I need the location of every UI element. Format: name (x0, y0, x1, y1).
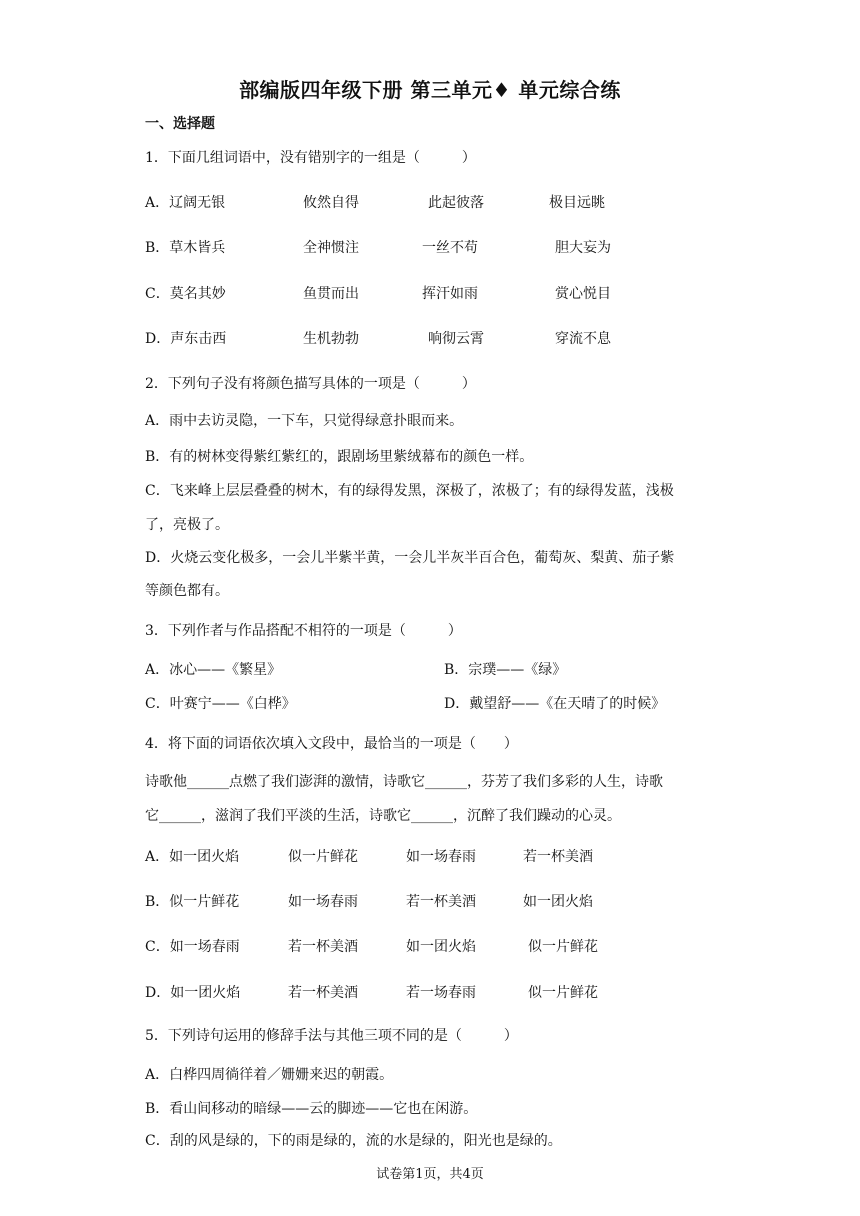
question-5-option-a: A．白桦四周徜徉着／姗姗来迟的朝霞。 (145, 1067, 394, 1083)
question-2-stem: 2．下列句子没有将颜色描写具体的一项是（ ） (145, 376, 476, 392)
question-3-option-c: C．叶赛宁——《白桦》 (145, 696, 296, 712)
question-1-option-row-4-item-3: 响彻云霄 (428, 331, 484, 347)
question-1-option-row-1-item-2: 攸然自得 (303, 195, 359, 211)
question-1-option-row-1-item-4: 极目远眺 (549, 195, 605, 211)
question-4-option-row-1-item-1: A．如一团火焰 (145, 849, 240, 865)
question-1-option-row-4-item-4: 穿流不息 (555, 331, 611, 347)
question-4-passage-line-2: 它______，滋润了我们平淡的生活，诗歌它______，沉醉了我们躁动的心灵。 (145, 808, 621, 824)
question-2-option-c: C．飞来峰上层层叠叠的树木，有的绿得发黑，深极了，浓极了；有的绿得发蓝，浅极 (145, 483, 674, 499)
question-3-option-d: D．戴望舒——《在天晴了的时候》 (444, 696, 666, 712)
question-5-stem: 5．下列诗句运用的修辞手法与其他三项不同的是（ ） (145, 1028, 518, 1044)
question-4-option-row-2-item-1: B．似一片鲜花 (145, 894, 240, 910)
question-2-option-d-cont: 等颜色都有。 (145, 583, 229, 599)
page-title: 部编版四年级下册 第三单元♦ 单元综合练 (239, 78, 621, 102)
question-1-option-row-1-item-1: A．辽阔无银 (145, 195, 226, 211)
question-3-stem: 3．下列作者与作品搭配不相符的一项是（ ） (145, 623, 462, 639)
question-3-option-a: A．冰心——《繁星》 (145, 662, 282, 678)
question-5-option-b: B．看山间移动的暗绿——云的脚迹——它也在闲游。 (145, 1101, 478, 1117)
question-4-option-row-4-item-2: 若一杯美酒 (288, 985, 358, 1001)
question-1-option-row-4-item-2: 生机勃勃 (303, 331, 359, 347)
question-1-option-row-3-item-2: 鱼贯而出 (303, 286, 359, 302)
question-4-option-row-3-item-3: 如一团火焰 (406, 939, 476, 955)
question-4-option-row-2-item-4: 如一团火焰 (523, 894, 593, 910)
question-4-option-row-2-item-2: 如一场春雨 (288, 894, 358, 910)
question-1-option-row-4-item-1: D．声东击西 (145, 331, 227, 347)
question-5-option-c: C．刮的风是绿的，下的雨是绿的，流的水是绿的，阳光也是绿的。 (145, 1133, 562, 1149)
section-heading: 一、选择题 (145, 116, 215, 132)
question-1-option-row-3-item-4: 赏心悦目 (555, 286, 611, 302)
question-1-stem: 1．下面几组词语中，没有错别字的一组是（ ） (145, 150, 476, 166)
question-1-option-row-3-item-1: C．莫名其妙 (145, 286, 226, 302)
question-4-option-row-4-item-3: 若一场春雨 (406, 985, 476, 1001)
question-4-option-row-1-item-3: 如一场春雨 (406, 849, 476, 865)
question-4-option-row-3-item-1: C．如一场春雨 (145, 939, 240, 955)
question-4-passage-line-1: 诗歌他______点燃了我们澎湃的激情，诗歌它______，芬芳了我们多彩的人生，诗歌 (145, 774, 663, 790)
question-4-option-row-1-item-4: 若一杯美酒 (523, 849, 593, 865)
question-1-option-row-1-item-3: 此起彼落 (428, 195, 484, 211)
question-1-option-row-2-item-1: B．草木皆兵 (145, 240, 226, 256)
question-2-option-d: D．火烧云变化极多，一会儿半紫半黄，一会儿半灰半百合色，葡萄灰、梨黄、茄子紫 (145, 550, 675, 566)
question-4-option-row-3-item-4: 似一片鲜花 (528, 939, 598, 955)
question-4-option-row-1-item-2: 似一片鲜花 (288, 849, 358, 865)
question-1-option-row-2-item-2: 全神惯注 (303, 240, 359, 256)
page-footer: 试卷第1页，共4页 (376, 1167, 484, 1182)
question-4-option-row-4-item-1: D．如一团火焰 (145, 985, 241, 1001)
question-2-option-c-cont: 了，亮极了。 (145, 517, 229, 533)
question-4-option-row-3-item-2: 若一杯美酒 (288, 939, 358, 955)
question-2-option-a: A．雨中去访灵隐，一下车，只觉得绿意扑眼而来。 (145, 413, 464, 429)
question-2-option-b: B．有的树林变得紫红紫红的，跟剧场里紫绒幕布的颜色一样。 (145, 449, 534, 465)
question-1-option-row-3-item-3: 挥汗如雨 (422, 286, 478, 302)
question-3-option-b: B．宗璞——《绿》 (444, 662, 567, 678)
question-4-option-row-4-item-4: 似一片鲜花 (528, 985, 598, 1001)
question-1-option-row-2-item-4: 胆大妄为 (555, 240, 611, 256)
question-4-option-row-2-item-3: 若一杯美酒 (406, 894, 476, 910)
question-4-stem: 4．将下面的词语依次填入文段中，最恰当的一项是（ ） (145, 736, 518, 752)
question-1-option-row-2-item-3: 一丝不苟 (422, 240, 478, 256)
